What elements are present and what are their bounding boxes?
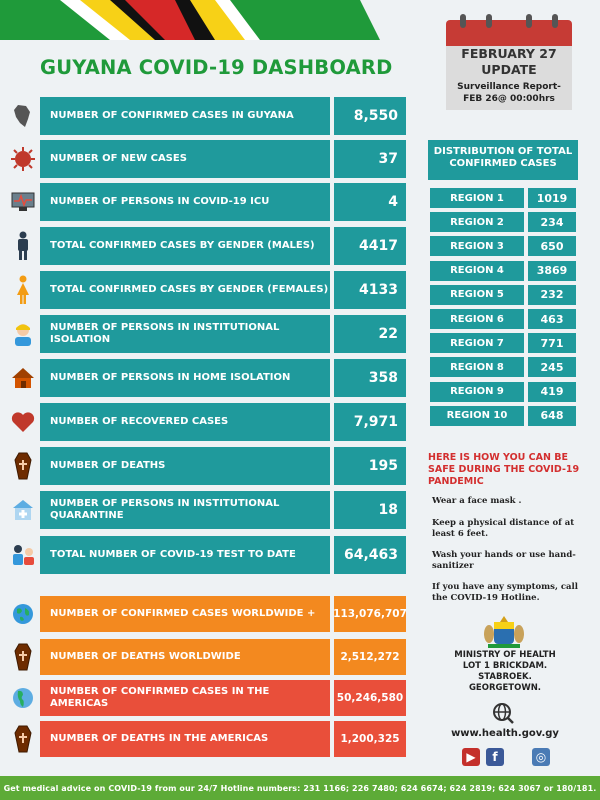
region-name: REGION 9	[430, 382, 524, 402]
hotline-footer: Get medical advice on COVID-19 from our 24/7 Hotline numbers: 231 1166; 226 7480; 624 6674; 624 2819; 624 3067 or 180/181.	[0, 776, 600, 800]
stat-row	[0, 227, 420, 265]
world-row	[0, 596, 420, 632]
web-globe-icon	[492, 702, 514, 724]
stat-value: 64,463	[334, 536, 406, 574]
nurse-icon	[10, 319, 36, 349]
world-row	[0, 639, 420, 675]
stat-value: 4	[334, 183, 406, 221]
youtube-icon[interactable]: ▶	[462, 748, 480, 766]
ministry-name: MINISTRY OF HEALTH	[454, 650, 556, 660]
stat-label: NUMBER OF PERSONS IN COVID-19 ICU	[40, 183, 330, 221]
stat-label: NUMBER OF RECOVERED CASES	[40, 403, 330, 441]
region-value: 3869	[528, 261, 576, 281]
coffin-icon	[10, 724, 36, 754]
heart-icon	[10, 407, 36, 437]
stat-row	[0, 403, 420, 441]
website-link[interactable]: www.health.gov.gy	[451, 728, 559, 739]
region-name: REGION 3	[430, 236, 524, 256]
stat-value: 37	[334, 140, 406, 178]
world-label: NUMBER OF DEATHS WORLDWIDE	[40, 639, 330, 675]
calendar-ring-icon	[460, 14, 466, 28]
region-name: REGION 4	[430, 261, 524, 281]
house-icon	[10, 363, 36, 393]
world-label: NUMBER OF DEATHS IN THE AMERICAS	[40, 721, 330, 757]
instagram-icon[interactable]: ◎	[532, 748, 550, 766]
region-value: 232	[528, 285, 576, 305]
stat-label: NUMBER OF PERSONS IN INSTITUTIONAL ISOLATION	[40, 315, 330, 353]
stat-label: NUMBER OF DEATHS	[40, 447, 330, 485]
region-value: 245	[528, 357, 576, 377]
calendar-ring-icon	[552, 14, 558, 28]
test-icon	[10, 540, 36, 570]
stat-row	[0, 315, 420, 353]
americas-globe-icon	[10, 683, 36, 713]
region-row	[430, 309, 578, 329]
region-name: REGION 5	[430, 285, 524, 305]
page-title: GUYANA COVID-19 DASHBOARD	[40, 56, 393, 79]
region-name: REGION 6	[430, 309, 524, 329]
stat-value: 358	[334, 359, 406, 397]
tip-symptoms: If you have any symptoms, call the COVID-19 Hotline.	[432, 582, 579, 603]
region-name: REGION 2	[430, 212, 524, 232]
male-icon	[10, 231, 36, 261]
stat-value: 195	[334, 447, 406, 485]
world-value: 1,200,325	[334, 721, 406, 757]
stat-label: TOTAL CONFIRMED CASES BY GENDER (MALES)	[40, 227, 330, 265]
stat-label: NUMBER OF CONFIRMED CASES IN GUYANA	[40, 97, 330, 135]
female-icon	[10, 275, 36, 305]
region-row	[430, 212, 578, 232]
stat-row	[0, 447, 420, 485]
world-value: 2,512,272	[334, 639, 406, 675]
region-value: 650	[528, 236, 576, 256]
hospital-icon	[10, 495, 36, 525]
stat-label: TOTAL NUMBER OF COVID-19 TEST TO DATE	[40, 536, 330, 574]
region-name: REGION 8	[430, 357, 524, 377]
stat-row	[0, 97, 420, 135]
region-value: 648	[528, 406, 576, 426]
world-row	[0, 721, 420, 757]
stat-label: NUMBER OF NEW CASES	[40, 140, 330, 178]
facebook-icon[interactable]: f	[486, 748, 504, 766]
region-value: 463	[528, 309, 576, 329]
world-row	[0, 680, 420, 716]
region-row	[430, 406, 578, 426]
world-value: 50,246,580	[334, 680, 406, 716]
world-value: 113,076,707	[334, 596, 406, 632]
region-row	[430, 236, 578, 256]
stat-label: NUMBER OF PERSONS IN INSTITUTIONAL QUARANTINE	[40, 491, 330, 529]
region-name: REGION 7	[430, 333, 524, 353]
stat-row	[0, 536, 420, 574]
tip-wash: Wash your hands or use hand-sanitizer	[432, 550, 576, 571]
region-value: 1019	[528, 188, 576, 208]
surveillance-time: FEB 26@ 00:00hrs	[463, 94, 555, 104]
stat-row	[0, 183, 420, 221]
calendar-ring-icon	[486, 14, 492, 28]
tip-distance: Keep a physical distance of at least 6 feet.	[432, 518, 575, 539]
ministry-city: GEORGETOWN.	[468, 683, 542, 693]
stat-value: 4133	[334, 271, 406, 309]
region-value: 234	[528, 212, 576, 232]
icu-monitor-icon	[10, 187, 36, 217]
update-label: UPDATE	[481, 62, 537, 77]
tip-mask: Wear a face mask .	[432, 496, 522, 506]
world-label: NUMBER OF CONFIRMED CASES WORLDWIDE +	[40, 596, 330, 632]
region-row	[430, 382, 578, 402]
ministry-area: STABROEK.	[478, 672, 532, 682]
coat-of-arms-icon	[482, 614, 526, 650]
stat-row	[0, 491, 420, 529]
globe-icon	[10, 599, 36, 629]
region-value: 771	[528, 333, 576, 353]
coffin-icon	[10, 642, 36, 672]
surveillance-label: Surveillance Report-	[457, 82, 561, 92]
region-row	[430, 261, 578, 281]
virus-icon	[10, 144, 36, 174]
region-name: REGION 10	[430, 406, 524, 426]
coffin-icon	[10, 451, 36, 481]
distribution-title: DISTRIBUTION OF TOTAL CONFIRMED CASES	[428, 140, 578, 180]
stat-row	[0, 271, 420, 309]
stat-value: 22	[334, 315, 406, 353]
ministry-address	[430, 650, 580, 694]
region-row	[430, 285, 578, 305]
stat-value: 7,971	[334, 403, 406, 441]
world-label: NUMBER OF CONFIRMED CASES IN THE AMERICAS	[40, 680, 330, 716]
stat-row	[0, 359, 420, 397]
update-date: FEBRUARY 27	[461, 46, 557, 61]
stat-label: TOTAL CONFIRMED CASES BY GENDER (FEMALES)	[40, 271, 330, 309]
stat-label: NUMBER OF PERSONS IN HOME ISOLATION	[40, 359, 330, 397]
region-value: 419	[528, 382, 576, 402]
region-row	[430, 357, 578, 377]
region-row	[430, 188, 578, 208]
region-name: REGION 1	[430, 188, 524, 208]
region-row	[430, 333, 578, 353]
ministry-lot: LOT 1 BRICKDAM.	[462, 661, 548, 671]
stat-value: 4417	[334, 227, 406, 265]
safety-title: HERE IS HOW YOU CAN BE SAFE DURING THE COVID-19 PANDEMIC	[428, 452, 580, 487]
guyana-map-icon	[10, 101, 36, 131]
stat-value: 18	[334, 491, 406, 529]
stat-value: 8,550	[334, 97, 406, 135]
stat-row	[0, 140, 420, 178]
calendar-ring-icon	[526, 14, 532, 28]
safety-section	[428, 452, 588, 488]
